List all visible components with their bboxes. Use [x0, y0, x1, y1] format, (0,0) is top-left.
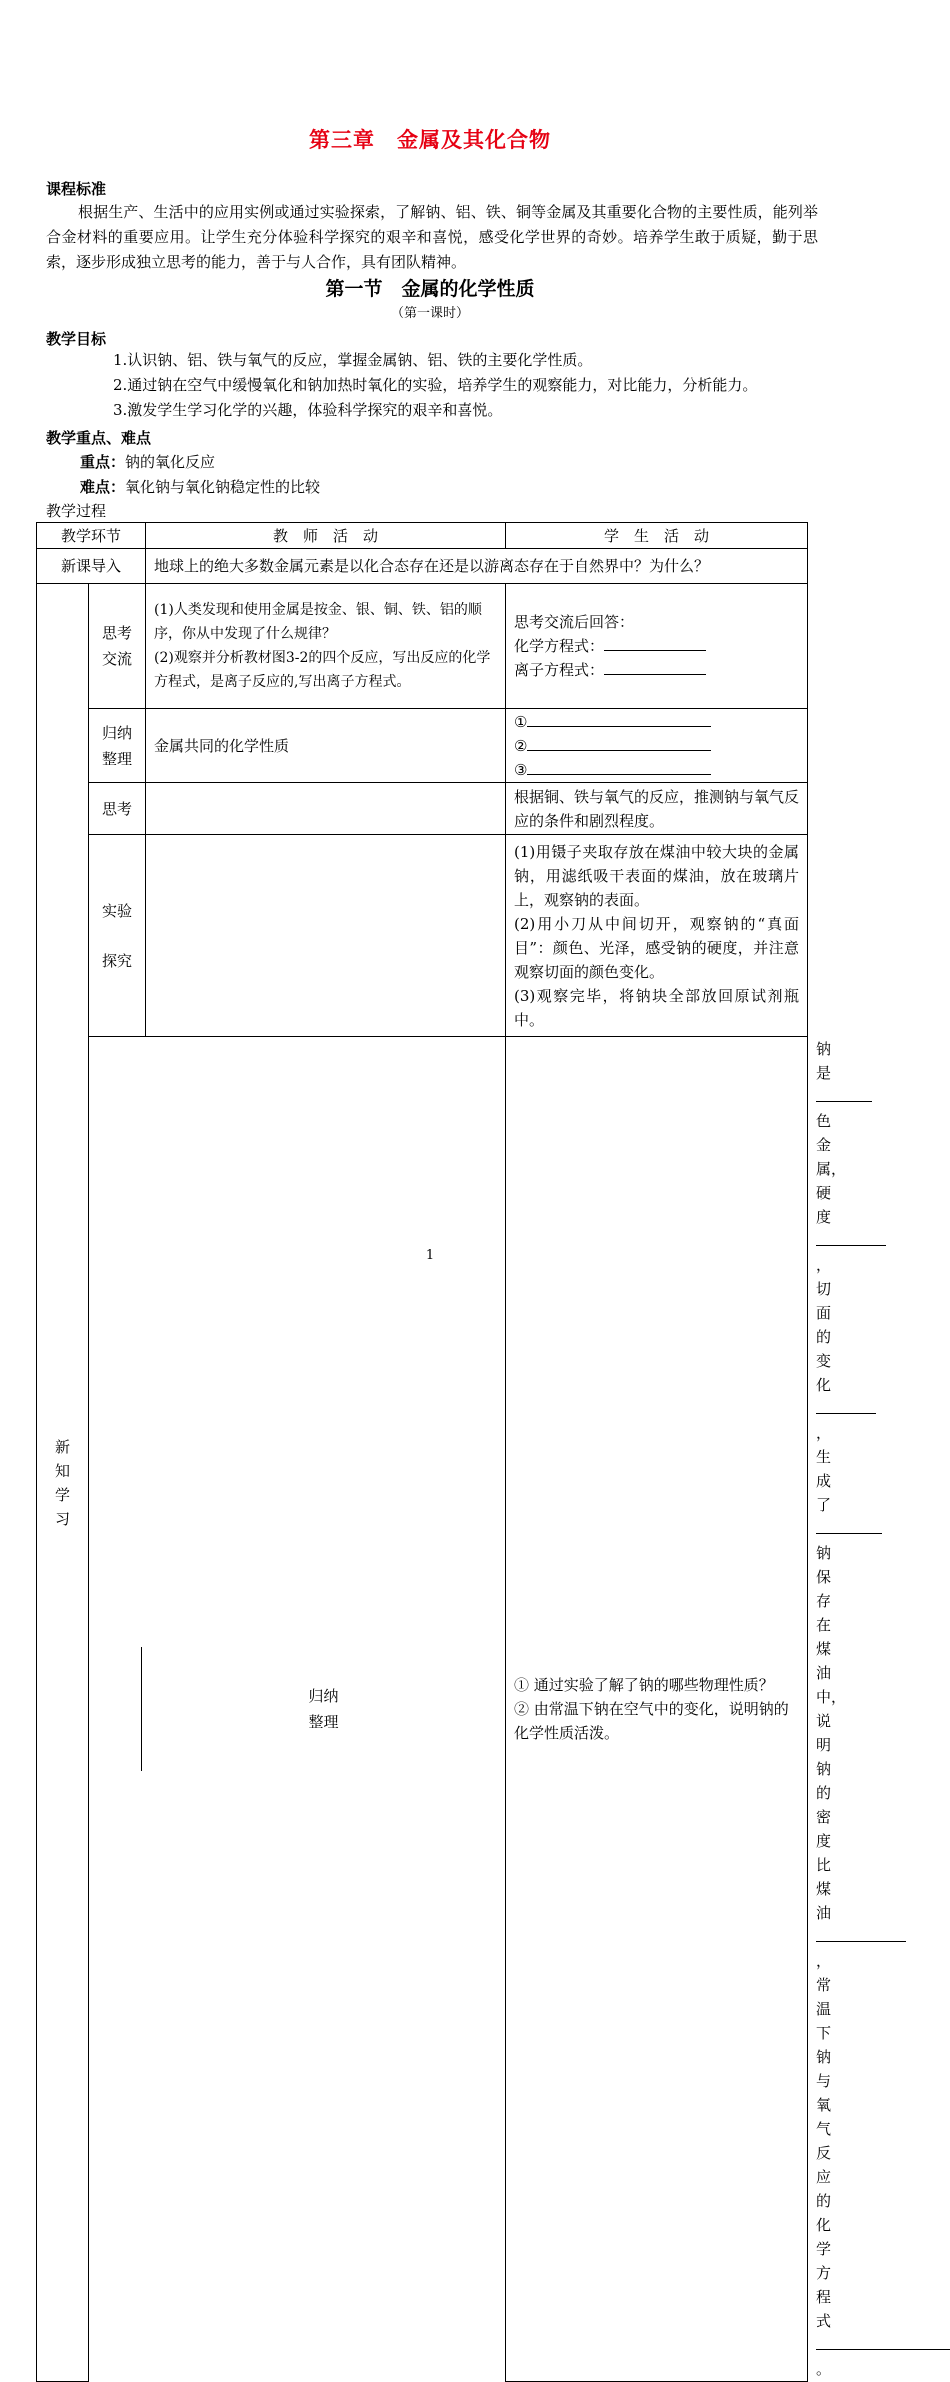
- sub-stage-line: 整理: [102, 749, 133, 768]
- group-char: 新: [54, 1437, 70, 1456]
- answer-blank[interactable]: [816, 1925, 906, 1942]
- answer-blank[interactable]: [816, 1517, 882, 1534]
- intro-content: 地球上的绝大多数金属元素是以化合态存在还是以游离态存在于自然界中？为什么？: [146, 549, 808, 584]
- student-line: (1)用镊子夹取存放在煤油中较大块的金属钠，用滤纸吸干表面的煤油，放在玻璃片上，观察钠的表面。: [514, 842, 800, 909]
- header-student: 学 生 活 动: [506, 523, 808, 549]
- sub-stage: [142, 1647, 505, 1771]
- teacher-line: ① 通过实验了解了钠的哪些物理性质？: [514, 1676, 774, 1694]
- lesson-subtitle: （第一课时）: [390, 306, 469, 321]
- goals-heading: 教学目标: [46, 330, 107, 348]
- answer-blank[interactable]: [816, 1229, 886, 1246]
- group-label: [37, 584, 89, 2382]
- teacher-activity: [146, 783, 506, 835]
- focus-label: 重点：: [80, 453, 126, 471]
- teacher-activity: [146, 709, 506, 783]
- student-line: [514, 710, 799, 734]
- group-char: 习: [54, 1509, 70, 1528]
- sub-stage-line: 思考: [102, 799, 133, 818]
- table-header-row: [37, 523, 808, 549]
- difficulty-text: 氧化钠与氧化钠稳定性的比较: [125, 478, 321, 496]
- fill-text: 钠保存在煤油中，说明钠的密度比煤油: [816, 1544, 847, 1922]
- student-activity: [506, 709, 808, 783]
- teacher-activity: [146, 584, 506, 709]
- student-line: [514, 658, 799, 682]
- sub-stage-line: 整理: [308, 1713, 339, 1732]
- focus-text: 钠的氧化反应: [125, 453, 216, 471]
- teaching-process-table: [36, 522, 847, 2382]
- course-standard-text: 根据生产、生活中的应用实例或通过实验探索，了解钠、铝、铁、铜等金属及其重要化合物的主要性质，能列举合金材料的重要应用。让学生充分体验科学探究的艰辛和喜悦，感受化学世界的奇妙。培养学生敢于质疑，勤于思索，逐步形成独立思考的能力，善于与人合作，具有团队精神。: [46, 203, 818, 271]
- intro-stage: 新课导入: [37, 549, 146, 584]
- student-line: (2)用小刀从中间切开，观察钠的“真面目”：颜色、光泽，感受钠的硬度，并注意观察切面的颜色变化。: [514, 914, 800, 981]
- student-activity: [506, 835, 808, 1037]
- sub-stage-line: 探究: [102, 951, 133, 970]
- item-number: ②: [514, 736, 528, 755]
- process-label: 教学过程: [46, 502, 107, 520]
- group-char: 知: [54, 1461, 70, 1480]
- answer-blank[interactable]: [816, 2333, 950, 2350]
- teacher-line: 金属共同的化学性质: [154, 736, 290, 755]
- fill-text: 色金属，硬度: [816, 1112, 847, 1226]
- page-number: 1: [425, 1248, 435, 1263]
- answer-blank[interactable]: [816, 1085, 872, 1102]
- teacher-line: ② 由常温下钠在空气中的变化，说明钠的化学性质活泼。: [514, 1700, 789, 1742]
- focus-line: [80, 451, 215, 472]
- sub-stage-line: 实验: [102, 901, 133, 920]
- teacher-activity: [146, 835, 506, 1037]
- sub-stage-line: 归纳: [102, 723, 133, 742]
- table-row: [37, 1037, 808, 2382]
- course-standard-heading: 课程标准: [46, 180, 107, 198]
- answer-blank[interactable]: [527, 734, 711, 751]
- chapter-title: 第三章 金属及其化合物: [309, 128, 551, 152]
- sub-stage: [89, 783, 146, 835]
- goal-item: 2.通过钠在空气中缓慢氧化和钠加热时氧化的实验，培养学生的观察能力，对比能力，分析能力。: [113, 376, 758, 394]
- table-row: [37, 584, 808, 709]
- answer-blank[interactable]: [604, 634, 706, 651]
- teacher-line: (1)人类发现和使用金属是按金、银、铜、铁、铝的顺序，你从中发现了什么规律？: [154, 602, 482, 642]
- difficulty-line: [80, 476, 320, 497]
- student-line: [514, 734, 799, 758]
- student-line: (3)观察完毕，将钠块全部放回原试剂瓶中。: [514, 986, 800, 1029]
- header-teacher: 教 师 活 动: [146, 523, 506, 549]
- fill-text: ，生成了: [816, 1424, 832, 1514]
- ionic-equation-label: 离子方程式：: [514, 661, 605, 679]
- item-number: ③: [514, 760, 528, 779]
- goal-item: 1.认识钠、铝、铁与氧气的反应，掌握金属钠、铝、铁的主要化学性质。: [113, 351, 593, 369]
- answer-blank[interactable]: [527, 710, 711, 727]
- group-column-continuation: [89, 1647, 142, 1771]
- sub-stage: [89, 584, 146, 709]
- equation-label: 化学方程式：: [514, 637, 605, 655]
- table-row: [37, 783, 808, 835]
- answer-blank[interactable]: [604, 658, 706, 675]
- student-line: [514, 758, 799, 782]
- fill-text: ，切面的变化: [816, 1256, 832, 1394]
- sub-stage-line: 思考: [102, 624, 133, 642]
- last-row-stage-wrap: [89, 1037, 506, 2382]
- fill-text: 。: [816, 2360, 832, 2378]
- answer-blank[interactable]: [816, 1397, 876, 1414]
- table-row: [37, 835, 808, 1037]
- student-line: 根据铜、铁与氧气的反应，推测钠与氧气反应的条件和剧烈程度。: [514, 787, 800, 830]
- answer-blank[interactable]: [527, 758, 711, 775]
- goal-item: 3.激发学生学习化学的兴趣，体验科学探究的艰辛和喜悦。: [113, 401, 503, 419]
- item-number: ①: [514, 712, 528, 731]
- group-char: 学: [54, 1485, 70, 1504]
- section-title: 第一节 金属的化学性质: [325, 278, 535, 300]
- header-stage: 教学环节: [37, 523, 146, 549]
- student-activity: [506, 783, 808, 835]
- table-row: [37, 709, 808, 783]
- teacher-activity: [506, 1037, 808, 2382]
- student-line: 思考交流后回答：: [514, 613, 635, 631]
- difficulty-label: 难点：: [80, 478, 126, 496]
- student-line: [514, 634, 799, 658]
- key-points-heading: 教学重点、难点: [46, 429, 152, 447]
- fill-text: ，常温下钠与氧气反应的化学方程式: [816, 1952, 832, 2330]
- table-row: [37, 549, 808, 584]
- fill-text: 钠是: [816, 1040, 832, 1082]
- teacher-line: (2)观察并分析教材图3-2的四个反应，写出反应的化学方程式，是离子反应的,写出离子方程式。: [154, 650, 491, 690]
- sub-stage-line: 交流: [102, 650, 133, 668]
- student-activity: [506, 584, 808, 709]
- sub-stage: [89, 835, 146, 1037]
- sub-stage-line: 归纳: [308, 1687, 339, 1706]
- sub-stage: [89, 709, 146, 783]
